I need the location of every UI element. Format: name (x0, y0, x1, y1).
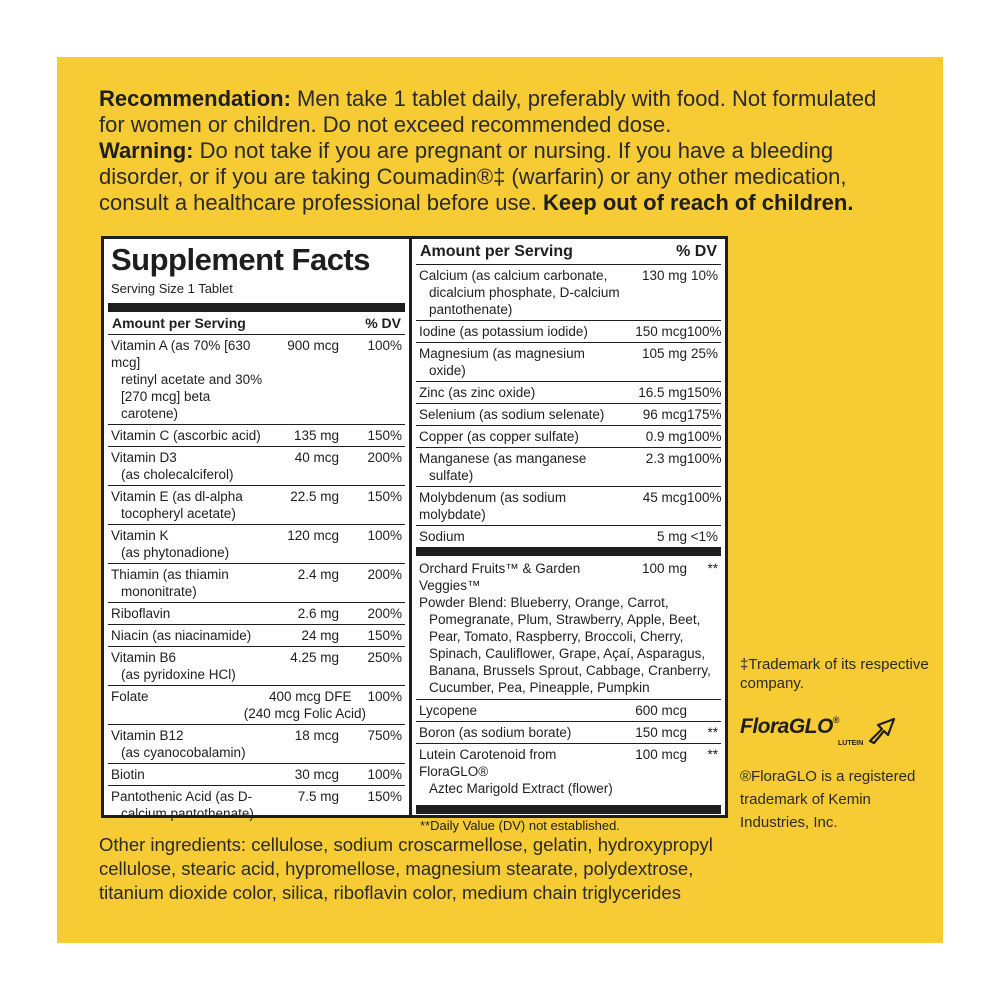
nutrient-amount (627, 746, 687, 797)
nutrient-name-line: Vitamin B6 (111, 650, 177, 665)
nutrient-amount-value: 45 mcg (642, 490, 687, 505)
blend-row (416, 556, 721, 699)
logo-sub: LUTEIN (838, 740, 864, 747)
nutrient-amount (627, 406, 687, 423)
nutrient-amount-note: (240 mcg Folic Acid) (243, 706, 366, 721)
nutrient-name (111, 688, 269, 705)
nutrient-amount-value: 135 mg (293, 428, 339, 443)
nutrient-row (108, 524, 405, 563)
nutrient-amount (627, 702, 687, 719)
nutrient-name-line: Manganese (as manganese (419, 451, 587, 466)
blend-description (419, 594, 718, 696)
nutrient-dv: 100% (367, 338, 402, 353)
nutrient-name-line: Vitamin A (as 70% [630 mcg] (111, 338, 251, 370)
nutrient-name (419, 489, 627, 523)
nutrient-amount-value: 5 mg (656, 529, 687, 544)
serving-size: Serving Size 1 Tablet (111, 281, 233, 296)
nutrient-name-line: Vitamin E (as dl-alpha (111, 489, 243, 504)
nutrient-name (419, 528, 627, 545)
nutrient-name-line: Sodium (419, 529, 465, 544)
amount-header: Amount per Serving (420, 243, 573, 260)
nutrient-amount (269, 337, 339, 422)
nutrient-amount-value: 400 mcg DFE (269, 689, 352, 704)
nutrient-name (111, 449, 269, 483)
nutrient-dv: 100% (687, 429, 722, 444)
nutrient-amount-value: 100 mcg (635, 747, 687, 762)
left-nutrient-rows (104, 334, 409, 824)
nutrient-name-line: Vitamin C (ascorbic acid) (111, 428, 261, 443)
nutrient-row (108, 446, 405, 485)
nutrient-row (108, 485, 405, 524)
arrow-icon (868, 715, 900, 745)
nutrient-dv: 150% (367, 489, 402, 504)
nutrient-name-line: Boron (as sodium borate) (419, 725, 572, 740)
nutrient-amount (627, 450, 687, 484)
facts-left-column (104, 239, 412, 821)
nutrient-row (108, 563, 405, 602)
nutrient-row (108, 624, 405, 646)
nutrient-name-line: Copper (as copper sulfate) (419, 429, 579, 444)
nutrient-amount-value: 130 mg (641, 268, 687, 283)
nutrient-name (111, 649, 269, 683)
nutrient-row (416, 425, 721, 447)
recommendation-label: Recommendation: (99, 86, 291, 111)
nutrient-dv: 100% (367, 528, 402, 543)
nutrient-name-line: Magnesium (as magnesium (419, 346, 585, 361)
nutrient-amount (627, 384, 687, 401)
nutrient-dv: 750% (367, 728, 402, 743)
nutrient-amount (269, 766, 339, 783)
nutrient-amount-value: 105 mg (641, 346, 687, 361)
nutrient-dv: 10% (690, 268, 718, 283)
nutrient-dv: 100% (687, 490, 722, 505)
nutrient-row (108, 646, 405, 685)
nutrient-amount-value: 22.5 mg (290, 489, 339, 504)
nutrient-dv: 25% (690, 346, 718, 361)
other-ingredients: Other ingredients: cellulose, sodium croscarmellose, gelatin, hydroxypropyl cellulose, stearic acid, hypromellose, magnesium stearate, polydextrose, titanium dioxide color, silica, riboflavin color, medium chain triglycerides (99, 834, 713, 903)
amount-header: Amount per Serving (112, 315, 246, 331)
nutrient-name-sub: sulfate) (429, 468, 474, 483)
dv-header: % DV (365, 315, 401, 331)
registered-note: ®FloraGLO is a registered trademark of Kemin Industries, Inc. (740, 768, 916, 831)
nutrient-name-line: Folate (111, 689, 149, 704)
nutrient-amount (269, 649, 339, 683)
nutrient-amount-value: 600 mcg (635, 703, 687, 718)
nutrient-name-line: Vitamin D3 (111, 450, 177, 465)
nutrient-amount (627, 323, 687, 340)
nutrient-name-sub: calcium pantothenate) (121, 806, 254, 821)
nutrient-name-line: Lutein Carotenoid from FloraGLO® (419, 747, 557, 779)
nutrient-row (416, 699, 721, 721)
thick-divider (108, 303, 405, 312)
nutrient-name-line: Zinc (as zinc oxide) (419, 385, 536, 400)
nutrient-name (111, 527, 269, 561)
nutrient-name (111, 605, 269, 622)
nutrient-name (419, 345, 627, 379)
nutrient-row (416, 447, 721, 486)
nutrient-name-line: Calcium (as calcium carbonate, (419, 268, 608, 283)
nutrient-name (111, 727, 269, 761)
nutrient-amount-value: 16.5 mg (638, 385, 687, 400)
thick-divider (416, 805, 721, 814)
nutrient-amount-value: 40 mcg (294, 450, 339, 465)
nutrient-dv: 150% (687, 385, 722, 400)
nutrient-row (108, 785, 405, 824)
warning-text: Do not take if you are pregnant or nursing. If you have a bleeding disorder, or if you are taking Coumadin®‡ (warfarin) or any other medication, consult a healthcare professional before use. (99, 138, 847, 215)
nutrient-amount-value: 120 mcg (287, 528, 339, 543)
nutrient-dv: 100% (367, 689, 402, 704)
nutrient-amount-value: 4.25 mg (290, 650, 339, 665)
nutrient-amount (627, 724, 687, 741)
nutrient-name-line: Iodine (as potassium iodide) (419, 324, 588, 339)
nutrient-name (111, 566, 269, 600)
nutrient-name (419, 406, 627, 423)
facts-right-column (412, 239, 725, 833)
nutrient-name-line: Vitamin B12 (111, 728, 184, 743)
blend-desc-first: Powder Blend: Blueberry, Orange, Carrot, (419, 595, 669, 610)
floraglo-logo (740, 715, 920, 755)
dv-footnote: **Daily Value (DV) not established. (420, 818, 620, 833)
nutrient-dv: ** (707, 725, 718, 740)
nutrient-amount (269, 605, 339, 622)
nutrient-name (419, 746, 627, 797)
nutrient-dv: 200% (367, 606, 402, 621)
nutrient-name-line: Vitamin K (111, 528, 169, 543)
nutrient-name (419, 323, 627, 340)
nutrient-amount (627, 428, 687, 445)
nutrient-dv: 175% (687, 407, 722, 422)
facts-title: Supplement Facts (111, 242, 370, 277)
supplement-facts-panel (101, 236, 728, 833)
nutrient-name-line: Lycopene (419, 703, 478, 718)
nutrient-name (111, 427, 269, 444)
nutrient-amount (269, 449, 339, 483)
amount-header-row-right (412, 239, 725, 264)
nutrient-name (419, 724, 627, 741)
nutrient-name-sub: (as phytonadione) (121, 545, 230, 560)
nutrient-name-line: Biotin (111, 767, 145, 782)
nutrient-row (416, 721, 721, 743)
nutrient-row (108, 602, 405, 624)
nutrient-row (416, 743, 721, 799)
nutrient-amount (627, 528, 687, 545)
logo-brand: FloraGLO (740, 715, 833, 738)
nutrient-name (111, 337, 269, 422)
recommendation-text: Men take 1 tablet daily, preferably with food. Not formulated for women or children. Do not exceed recommended dose. (99, 86, 877, 137)
nutrient-name (419, 267, 627, 318)
nutrient-amount-value: 24 mg (301, 628, 339, 643)
nutrient-row (108, 724, 405, 763)
nutrient-amount-value: 2.6 mg (297, 606, 339, 621)
nutrient-name-line: Niacin (as niacinamide) (111, 628, 252, 643)
nutrient-dv: 100% (687, 451, 722, 466)
nutrient-name-sub: oxide) (429, 363, 466, 378)
nutrient-row (416, 381, 721, 403)
nutrient-amount (269, 566, 339, 600)
nutrient-amount (269, 688, 352, 705)
nutrient-name (419, 384, 627, 401)
blend-dv: ** (707, 561, 718, 576)
right-nutrient-rows (412, 264, 725, 547)
nutrient-name (419, 450, 627, 484)
nutrient-amount-value: 150 mcg (635, 725, 687, 740)
nutrient-name-line: Riboflavin (111, 606, 171, 621)
nutrient-dv: 150% (367, 428, 402, 443)
nutrient-name-line: Pantothenic Acid (as D- (111, 789, 253, 804)
blend-desc-rest: Pomegranate, Plum, Strawberry, Apple, Beet, Pear, Tomato, Raspberry, Broccoli, Cherry, Spinach, Cauliflower, Grape, Açaí, Asparagus, Banana, Brussels Sprout, Cabbage, Cranberry, Cucumber, Pea, Pineapple, Pumpkin (429, 612, 711, 695)
nutrient-name-sub: tocopheryl acetate) (121, 506, 236, 521)
nutrient-amount (269, 527, 339, 561)
nutrient-name-sub: (as pyridoxine HCl) (121, 667, 236, 682)
nutrient-amount-value: 18 mcg (294, 728, 339, 743)
nutrient-dv: 250% (367, 650, 402, 665)
nutrient-row (108, 763, 405, 785)
logo-reg-mark: ® (832, 715, 840, 725)
nutrient-name (111, 788, 269, 822)
nutrient-amount (269, 427, 339, 444)
nutrient-amount-value: 900 mcg (287, 338, 339, 353)
nutrient-name-sub: mononitrate) (121, 584, 197, 599)
nutrient-name-line: Selenium (as sodium selenate) (419, 407, 605, 422)
nutrient-dv: 150% (367, 789, 402, 804)
nutrient-amount (269, 627, 339, 644)
nutrient-name (111, 627, 269, 644)
nutrient-name (419, 702, 627, 719)
nutrient-amount (627, 267, 687, 318)
nutrient-name (111, 488, 269, 522)
nutrient-name (419, 428, 627, 445)
nutrient-row (108, 424, 405, 446)
nutrient-dv: 150% (367, 628, 402, 643)
blend-amount: 100 mg (641, 561, 687, 576)
nutrient-dv: 100% (687, 324, 722, 339)
nutrient-dv: 200% (367, 450, 402, 465)
nutrient-amount-value: 0.9 mg (645, 429, 687, 444)
keep-out-text: Keep out of reach of children. (542, 190, 854, 215)
nutrient-row (416, 525, 721, 547)
bottom-nutrient-rows (412, 699, 725, 799)
nutrient-row (416, 342, 721, 381)
thick-divider (416, 547, 721, 556)
nutrient-name-line: Thiamin (as thiamin (111, 567, 229, 582)
nutrient-row (416, 403, 721, 425)
trademark-note: ‡Trademark of its respective company. (740, 656, 929, 692)
nutrient-row (416, 320, 721, 342)
nutrient-amount-value: 2.3 mg (645, 451, 687, 466)
nutrient-row (108, 334, 405, 424)
nutrient-dv: <1% (690, 529, 718, 544)
nutrient-name-sub: (as cyanocobalamin) (121, 745, 246, 760)
nutrient-dv: 100% (367, 767, 402, 782)
nutrient-name-sub: dicalcium phosphate, D-calcium pantothenate) (429, 285, 620, 317)
nutrient-dv: 200% (367, 567, 402, 582)
nutrient-name (111, 766, 269, 783)
nutrient-dv (687, 702, 718, 719)
dv-header: % DV (676, 243, 717, 260)
nutrient-name-line: Molybdenum (as sodium molybdate) (419, 490, 567, 522)
nutrient-amount (269, 488, 339, 522)
nutrient-amount-value: 2.4 mg (297, 567, 339, 582)
nutrient-amount (269, 788, 339, 822)
nutrient-amount (269, 727, 339, 761)
nutrient-row (416, 486, 721, 525)
nutrient-amount-value: 7.5 mg (297, 789, 339, 804)
nutrient-name-sub: Aztec Marigold Extract (flower) (429, 781, 613, 796)
recommendation-warning-text (99, 86, 899, 216)
nutrient-name-sub: retinyl acetate and 30% [270 mcg] beta carotene) (121, 372, 263, 421)
nutrient-row (108, 685, 405, 724)
nutrient-amount (627, 345, 687, 379)
nutrient-amount (627, 489, 687, 523)
nutrient-amount-value: 30 mcg (294, 767, 339, 782)
nutrient-row (416, 264, 721, 320)
amount-header-row (104, 312, 409, 334)
nutrient-amount-value: 96 mcg (642, 407, 687, 422)
nutrient-amount-value: 150 mcg (635, 324, 687, 339)
nutrient-dv: ** (707, 747, 718, 762)
nutrient-name-sub: (as cholecalciferol) (121, 467, 234, 482)
warning-label: Warning: (99, 138, 194, 163)
blend-name: Orchard Fruits™ & Garden Veggies™ (419, 561, 581, 593)
